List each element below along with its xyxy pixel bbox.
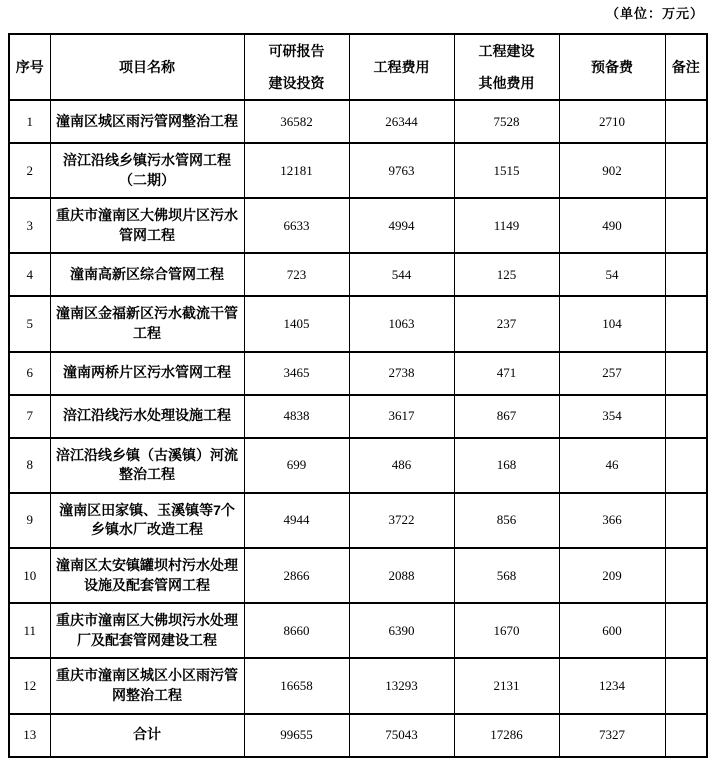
cell-engineering-cost: 544 [349,253,454,296]
cell-remark [665,493,707,548]
cell-engineering-cost: 26344 [349,100,454,143]
cell-remark [665,143,707,198]
table-body [9,100,707,757]
cell-remark [665,714,707,757]
header-remark-label: 备注 [671,58,700,75]
cell-other-cost: 856 [454,493,559,548]
cell-other-cost: 7528 [454,100,559,143]
cell-project-name: 重庆市潼南区大佛坝污水处理厂及配套管网建设工程 [50,603,244,658]
cell-reserve: 1234 [559,658,665,713]
cell-index: 8 [9,438,50,493]
cell-other-cost: 168 [454,438,559,493]
header-index-label: 序号 [15,58,44,75]
cell-remark [665,548,707,603]
table-header [9,34,707,100]
table-row [9,603,707,658]
table-row [9,143,707,198]
cell-project-name: 涪江沿线污水处理设施工程 [50,395,244,438]
cell-remark [665,352,707,395]
header-engineering-cost [349,34,454,100]
table-row [9,548,707,603]
cell-investment: 16658 [244,658,349,713]
header-project-name-label: 项目名称 [119,58,175,75]
cell-reserve: 354 [559,395,665,438]
cell-remark [665,296,707,351]
cell-project-name: 涪江沿线乡镇（古溪镇）河流整治工程 [50,438,244,493]
table-row [9,714,707,757]
cell-remark [665,253,707,296]
cell-engineering-cost: 9763 [349,143,454,198]
cell-other-cost: 568 [454,548,559,603]
cell-index: 3 [9,198,50,253]
cell-other-cost: 471 [454,352,559,395]
cell-remark [665,658,707,713]
cell-investment: 6633 [244,198,349,253]
table-row [9,352,707,395]
cell-investment: 699 [244,438,349,493]
header-investment-line2: 建设投资 [268,75,325,91]
cell-project-name: 涪江沿线乡镇污水管网工程（二期） [50,143,244,198]
table-header-row [9,34,707,100]
cell-project-name: 潼南区田家镇、玉溪镇等7个乡镇水厂改造工程 [50,493,244,548]
header-remark [665,34,707,100]
project-investment-table [8,33,708,758]
cell-investment: 4944 [244,493,349,548]
cell-index: 6 [9,352,50,395]
header-engineering-cost-label: 工程费用 [373,58,430,75]
cell-other-cost: 237 [454,296,559,351]
cell-other-cost: 1149 [454,198,559,253]
header-index [9,34,50,100]
cell-index: 10 [9,548,50,603]
cell-index: 12 [9,658,50,713]
cell-project-name: 潼南两桥片区污水管网工程 [50,352,244,395]
cell-index: 1 [9,100,50,143]
cell-other-cost: 17286 [454,714,559,757]
cell-project-name: 潼南区金福新区污水截流干管工程 [50,296,244,351]
cell-reserve: 46 [559,438,665,493]
cell-remark [665,198,707,253]
cell-engineering-cost: 486 [349,438,454,493]
cell-investment: 36582 [244,100,349,143]
header-other-cost [454,34,559,100]
cell-index: 9 [9,493,50,548]
cell-engineering-cost: 3722 [349,493,454,548]
header-project-name [50,34,244,100]
cell-other-cost: 1515 [454,143,559,198]
cell-remark [665,395,707,438]
header-reserve-label: 预备费 [591,58,633,75]
cell-reserve: 902 [559,143,665,198]
cell-engineering-cost: 75043 [349,714,454,757]
table-row [9,296,707,351]
cell-reserve: 490 [559,198,665,253]
cell-index: 7 [9,395,50,438]
cell-reserve: 600 [559,603,665,658]
table-row [9,253,707,296]
cell-other-cost: 1670 [454,603,559,658]
cell-project-name: 潼南区太安镇罐坝村污水处理设施及配套管网工程 [50,548,244,603]
cell-investment: 99655 [244,714,349,757]
cell-project-name: 重庆市潼南区大佛坝片区污水管网工程 [50,198,244,253]
cell-engineering-cost: 4994 [349,198,454,253]
cell-project-name: 潼南高新区综合管网工程 [50,253,244,296]
cell-remark [665,603,707,658]
table-row [9,100,707,143]
cell-engineering-cost: 2088 [349,548,454,603]
table-row [9,493,707,548]
cell-engineering-cost: 3617 [349,395,454,438]
cell-reserve: 257 [559,352,665,395]
table-row [9,658,707,713]
cell-engineering-cost: 2738 [349,352,454,395]
cell-reserve: 54 [559,253,665,296]
cell-index: 4 [9,253,50,296]
cell-reserve: 2710 [559,100,665,143]
table-row [9,395,707,438]
cell-index: 5 [9,296,50,351]
cell-project-name: 重庆市潼南区城区小区雨污管网整治工程 [50,658,244,713]
table-row [9,198,707,253]
cell-other-cost: 867 [454,395,559,438]
cell-remark [665,100,707,143]
cell-index: 13 [9,714,50,757]
header-other-cost-line1: 工程建设 [478,42,535,59]
cell-project-name: 合计 [50,714,244,757]
cell-reserve: 104 [559,296,665,351]
cell-investment: 12181 [244,143,349,198]
header-investment [244,34,349,100]
cell-investment: 723 [244,253,349,296]
cell-investment: 4838 [244,395,349,438]
cell-investment: 1405 [244,296,349,351]
cell-project-name: 潼南区城区雨污管网整治工程 [50,100,244,143]
header-reserve [559,34,665,100]
cell-reserve: 7327 [559,714,665,757]
cell-engineering-cost: 6390 [349,603,454,658]
cell-remark [665,438,707,493]
cell-engineering-cost: 1063 [349,296,454,351]
cell-investment: 3465 [244,352,349,395]
cell-reserve: 209 [559,548,665,603]
cell-reserve: 366 [559,493,665,548]
cell-other-cost: 2131 [454,658,559,713]
cell-index: 2 [9,143,50,198]
header-investment-line1: 可研报告 [268,42,325,59]
unit-label: （单位：万元） [605,6,704,21]
header-other-cost-line2: 其他费用 [478,75,535,91]
cell-index: 11 [9,603,50,658]
cell-investment: 8660 [244,603,349,658]
cell-other-cost: 125 [454,253,559,296]
cell-investment: 2866 [244,548,349,603]
table-row [9,438,707,493]
cell-engineering-cost: 13293 [349,658,454,713]
